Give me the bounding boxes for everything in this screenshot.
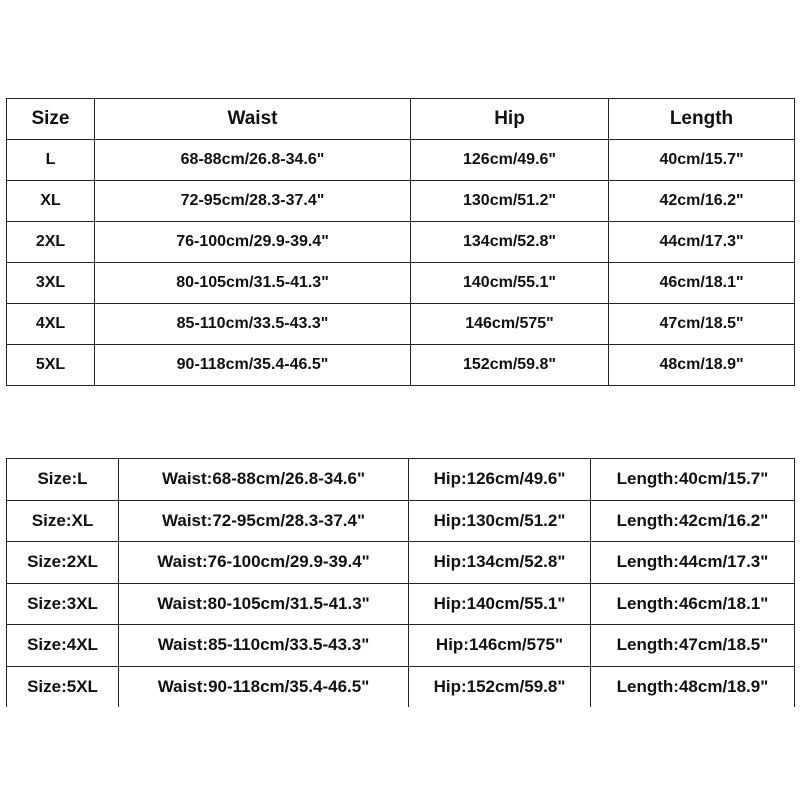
table-header-row xyxy=(7,99,795,140)
waist-cell: 90-118cm/35.4-46.5" xyxy=(95,345,411,386)
table-row xyxy=(7,222,795,263)
waist-cell: Waist:80-105cm/31.5-41.3" xyxy=(119,583,409,625)
hip-cell: 126cm/49.6" xyxy=(411,140,609,181)
length-cell: Length:47cm/18.5" xyxy=(591,625,795,667)
waist-cell: Waist:72-95cm/28.3-37.4" xyxy=(119,500,409,542)
length-cell: 42cm/16.2" xyxy=(609,181,795,222)
waist-cell: Waist:76-100cm/29.9-39.4" xyxy=(119,542,409,584)
waist-cell: Waist:85-110cm/33.5-43.3" xyxy=(119,625,409,667)
hip-cell: Hip:146cm/575" xyxy=(409,625,591,667)
hip-cell: Hip:130cm/51.2" xyxy=(409,500,591,542)
header-size: Size xyxy=(7,99,95,140)
length-cell: Length:40cm/15.7" xyxy=(591,459,795,501)
hip-cell: 140cm/55.1" xyxy=(411,263,609,304)
table-row xyxy=(7,625,795,667)
size-cell: Size:2XL xyxy=(7,542,119,584)
waist-cell: 72-95cm/28.3-37.4" xyxy=(95,181,411,222)
size-cell: Size:3XL xyxy=(7,583,119,625)
table-row xyxy=(7,583,795,625)
length-cell: Length:48cm/18.9" xyxy=(591,666,795,707)
waist-cell: 76-100cm/29.9-39.4" xyxy=(95,222,411,263)
hip-cell: 130cm/51.2" xyxy=(411,181,609,222)
size-cell: Size:5XL xyxy=(7,666,119,707)
size-cell: XL xyxy=(7,181,95,222)
length-cell: 46cm/18.1" xyxy=(609,263,795,304)
waist-cell: Waist:90-118cm/35.4-46.5" xyxy=(119,666,409,707)
table-row xyxy=(7,181,795,222)
waist-cell: Waist:68-88cm/26.8-34.6" xyxy=(119,459,409,501)
size-cell: 4XL xyxy=(7,304,95,345)
size-cell: Size:4XL xyxy=(7,625,119,667)
table-row xyxy=(7,345,795,386)
size-chart-table-inline-labels xyxy=(6,458,795,707)
size-cell: Size:L xyxy=(7,459,119,501)
waist-cell: 85-110cm/33.5-43.3" xyxy=(95,304,411,345)
length-cell: Length:46cm/18.1" xyxy=(591,583,795,625)
table-row xyxy=(7,666,795,707)
length-cell: 48cm/18.9" xyxy=(609,345,795,386)
hip-cell: Hip:140cm/55.1" xyxy=(409,583,591,625)
size-cell: 3XL xyxy=(7,263,95,304)
waist-cell: 80-105cm/31.5-41.3" xyxy=(95,263,411,304)
table-row xyxy=(7,304,795,345)
waist-cell: 68-88cm/26.8-34.6" xyxy=(95,140,411,181)
length-cell: 47cm/18.5" xyxy=(609,304,795,345)
length-cell: 40cm/15.7" xyxy=(609,140,795,181)
table-row xyxy=(7,140,795,181)
hip-cell: Hip:152cm/59.8" xyxy=(409,666,591,707)
table-row xyxy=(7,263,795,304)
hip-cell: Hip:134cm/52.8" xyxy=(409,542,591,584)
hip-cell: Hip:126cm/49.6" xyxy=(409,459,591,501)
table-row xyxy=(7,500,795,542)
size-cell: 2XL xyxy=(7,222,95,263)
size-cell: Size:XL xyxy=(7,500,119,542)
hip-cell: 152cm/59.8" xyxy=(411,345,609,386)
hip-cell: 146cm/575" xyxy=(411,304,609,345)
table-row xyxy=(7,459,795,501)
size-chart-table-header-style xyxy=(6,98,795,386)
length-cell: Length:42cm/16.2" xyxy=(591,500,795,542)
hip-cell: 134cm/52.8" xyxy=(411,222,609,263)
length-cell: Length:44cm/17.3" xyxy=(591,542,795,584)
length-cell: 44cm/17.3" xyxy=(609,222,795,263)
size-cell: L xyxy=(7,140,95,181)
table-row xyxy=(7,542,795,584)
size-cell: 5XL xyxy=(7,345,95,386)
header-hip: Hip xyxy=(411,99,609,140)
header-length: Length xyxy=(609,99,795,140)
header-waist: Waist xyxy=(95,99,411,140)
